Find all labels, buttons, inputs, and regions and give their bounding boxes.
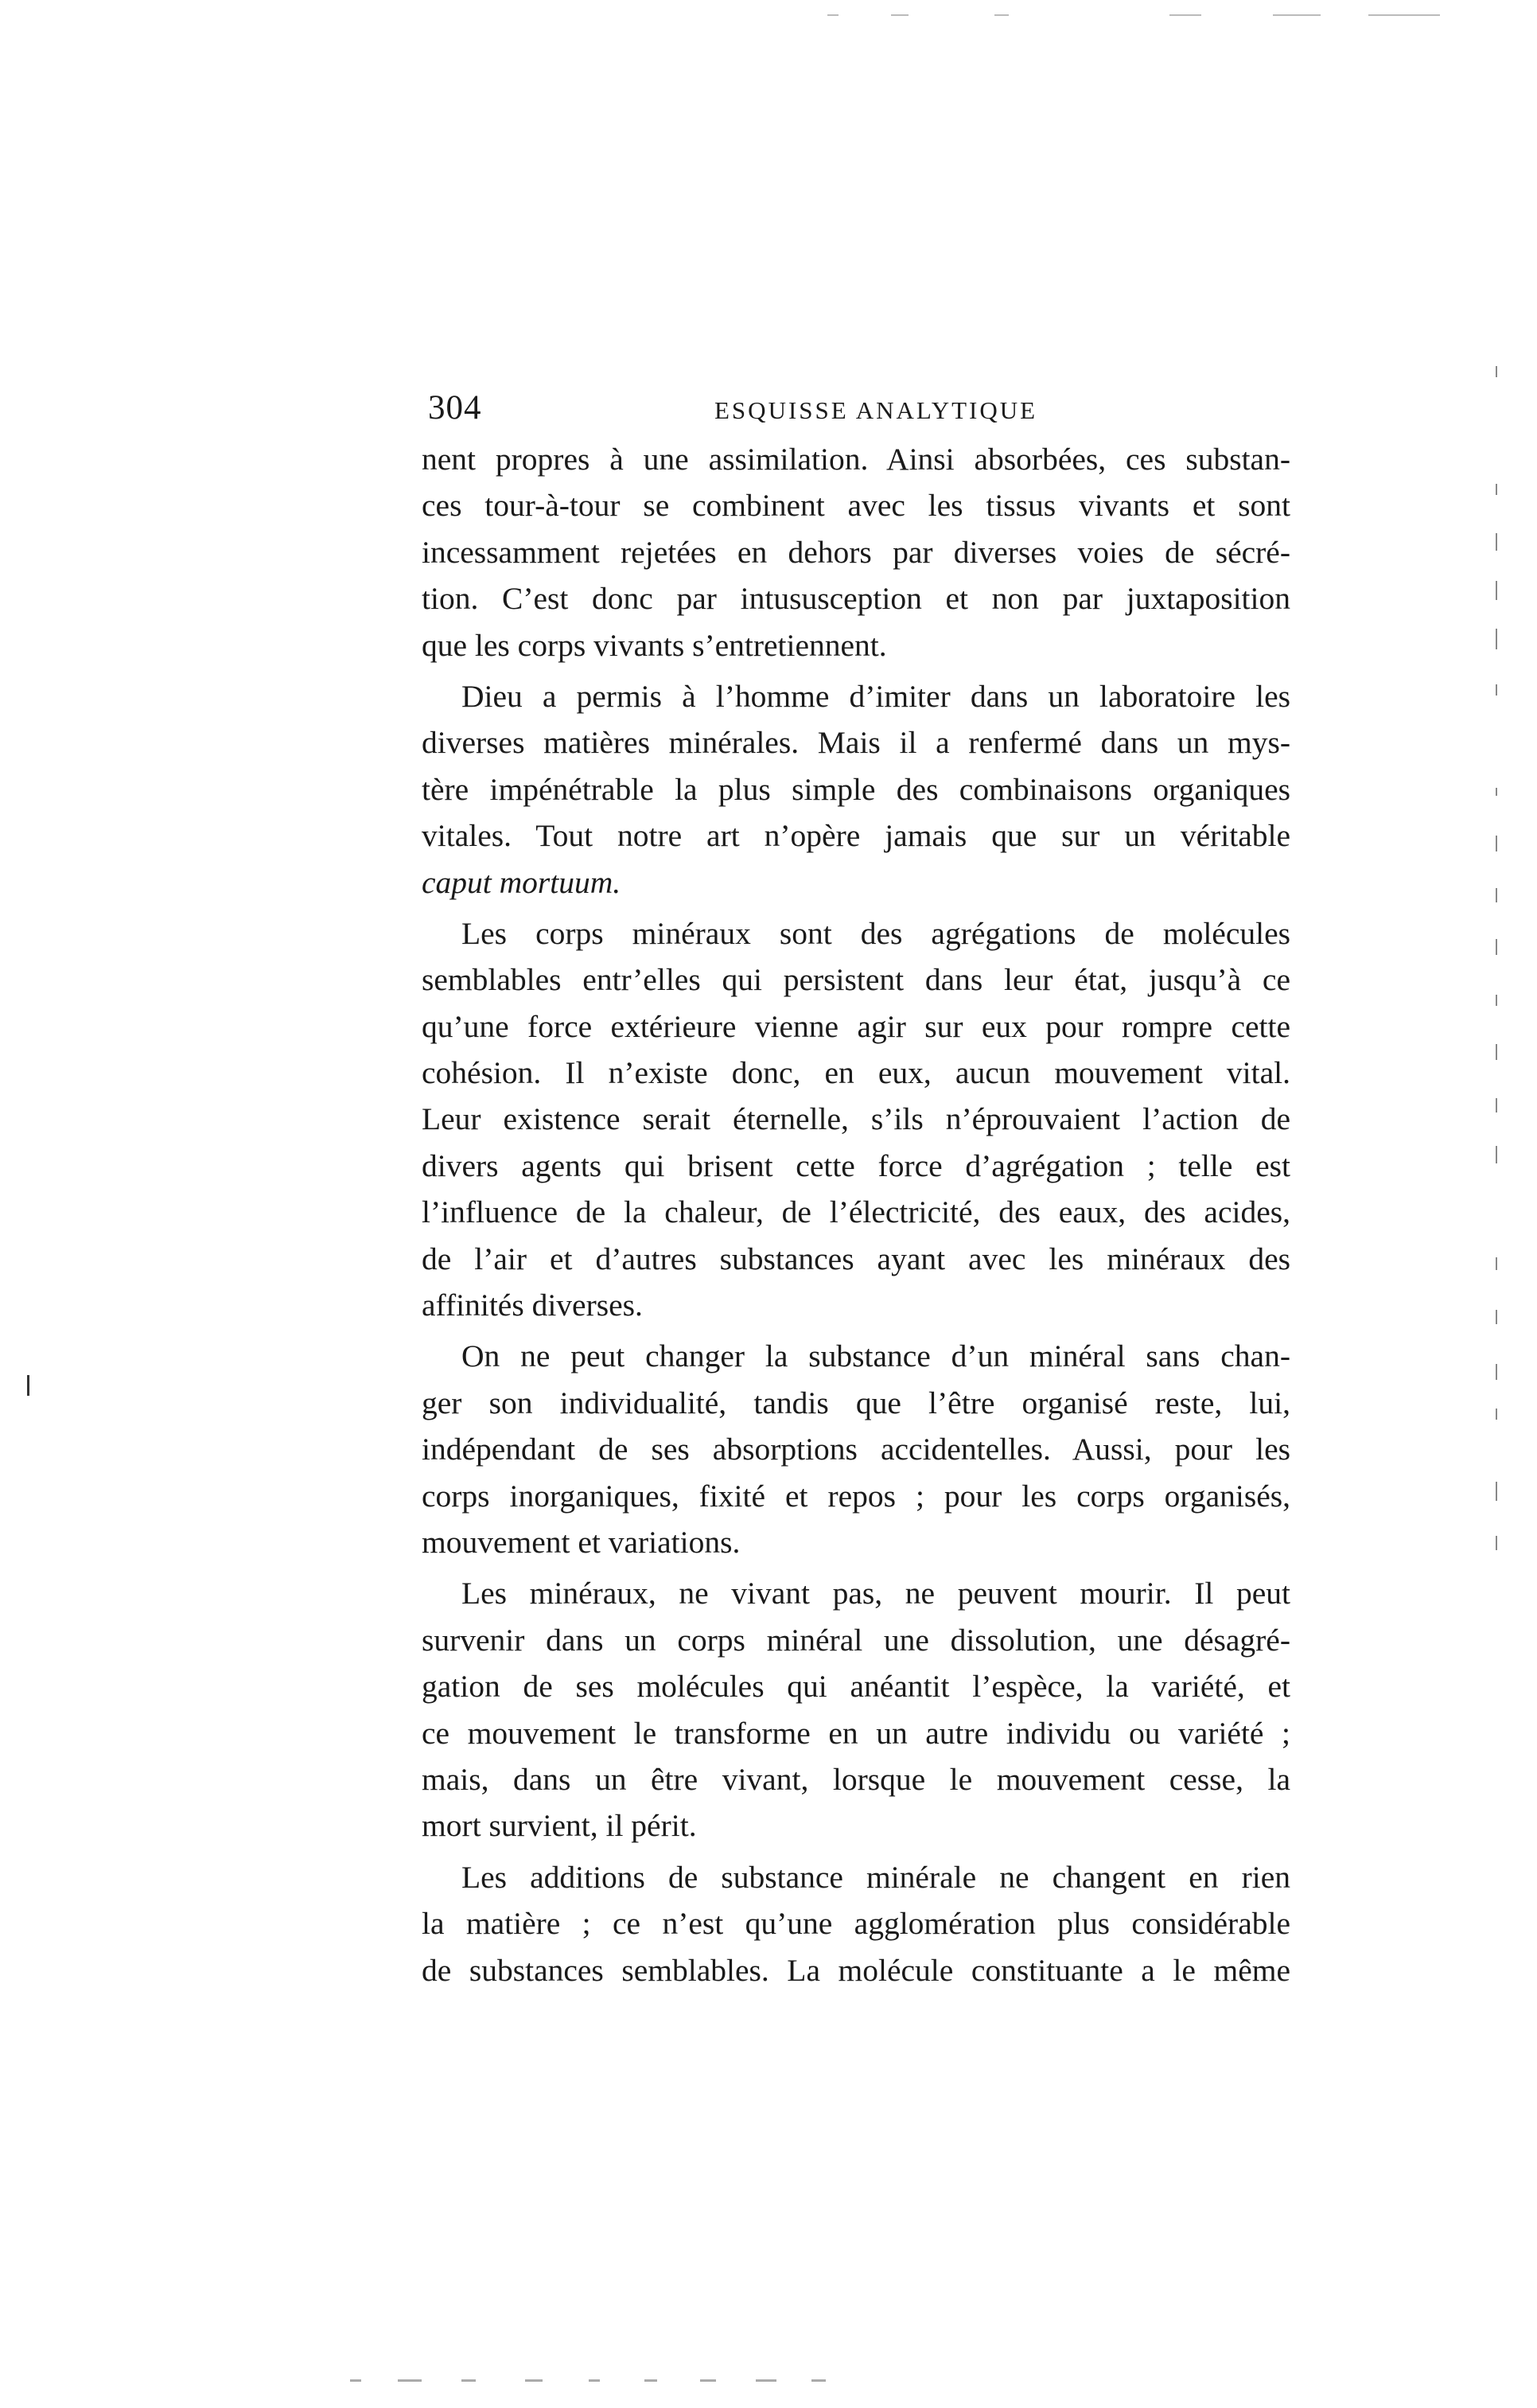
text-line: vitales. Tout notre art n’opère jamais que sur un véritable	[422, 818, 1290, 854]
body-text	[422, 436, 1290, 1993]
text-line: Dieu a permis à l’homme d’imiter dans un laboratoire les	[461, 678, 1290, 714]
text-line: mouvement et variations.	[422, 1524, 741, 1560]
scan-mark	[1496, 1044, 1497, 1060]
scan-mark	[1496, 939, 1497, 955]
scan-mark	[1496, 1482, 1497, 1501]
text-line: tion. C’est donc par intususception et non par juxtaposition	[422, 581, 1290, 617]
scan-mark	[1496, 1257, 1497, 1270]
scan-mark	[1496, 684, 1497, 696]
scan-speckle	[1273, 14, 1321, 16]
text-line: Les corps minéraux sont des agrégations de molécules	[461, 915, 1290, 951]
scan-mark	[1496, 1536, 1497, 1550]
scan-mark	[1496, 484, 1497, 495]
scan-speckle	[827, 14, 839, 16]
scan-mark	[1496, 836, 1497, 851]
text-line: que les corps vivants s’entretiennent.	[422, 627, 887, 663]
scan-speckle	[994, 14, 1009, 16]
scan-mark	[1496, 1310, 1497, 1324]
page-number: 304	[428, 389, 482, 427]
margin-scan-marks	[1496, 366, 1504, 1599]
scan-speckle	[589, 2379, 600, 2382]
scan-mark	[1496, 366, 1497, 377]
text-line: On ne peut changer la substance d’un minéral sans chan-	[461, 1338, 1290, 1374]
text-line: semblables entr’elles qui persistent dans leur état, jusqu’à ce	[422, 962, 1290, 998]
scan-speckle	[891, 14, 909, 16]
text-line: Les minéraux, ne vivant pas, ne peuvent mourir. Il peut	[461, 1576, 1290, 1611]
scan-speckle	[1368, 14, 1440, 16]
text-line: incessamment rejetées en dehors par diverses voies de sécré-	[422, 534, 1290, 570]
text-line: de substances semblables. La molécule constituante a le même	[422, 1952, 1290, 1988]
scan-mark	[1496, 1146, 1497, 1163]
scan-mark	[1496, 888, 1497, 902]
text-line: ce mouvement le transforme en un autre individu ou variété ;	[422, 1715, 1290, 1751]
stray-scan-mark	[27, 1375, 29, 1396]
text-line: Leur existence serait éternelle, s’ils n’éprouvaient l’action de	[422, 1101, 1290, 1137]
text-line: affinités diverses.	[422, 1288, 643, 1323]
running-title: ESQUISSE ANALYTIQUE	[714, 396, 1038, 424]
text-line: nent propres à une assimilation. Ainsi absorbées, ces substan-	[422, 442, 1290, 477]
text-line: tère impénétrable la plus simple des combinaisons organiques	[422, 771, 1290, 807]
text-line: survenir dans un corps minéral une dissolution, une désagré-	[422, 1622, 1290, 1658]
text-line: caput mortuum.	[422, 864, 621, 900]
scan-speckle	[461, 2379, 476, 2382]
text-line: mais, dans un être vivant, lorsque le mouvement cesse, la	[422, 1761, 1290, 1797]
scan-mark	[1496, 788, 1497, 796]
text-line: cohésion. Il n’existe donc, en eux, aucun mouvement vital.	[422, 1055, 1290, 1091]
scan-mark	[1496, 1364, 1497, 1380]
text-line: de l’air et d’autres substances ayant avec les minéraux des	[422, 1241, 1290, 1276]
text-line: gation de ses molécules qui anéantit l’espèce, la variété, et	[422, 1669, 1290, 1705]
scan-speckle	[700, 2379, 716, 2382]
running-header	[428, 388, 1287, 436]
scan-mark	[1496, 581, 1497, 600]
text-line: divers agents qui brisent cette force d’agrégation ; telle est	[422, 1148, 1290, 1183]
text-line: ger son individualité, tandis que l’être organisé reste, lui,	[422, 1385, 1290, 1420]
scan-mark	[1496, 995, 1497, 1006]
scan-mark	[1496, 1409, 1497, 1420]
text-line: la matière ; ce n’est qu’une agglomération plus considérable	[422, 1906, 1290, 1942]
text-line: ces tour-à-tour se combinent avec les tissus vivants et sont	[422, 488, 1290, 524]
text-line: qu’une force extérieure vienne agir sur eux pour rompre cette	[422, 1008, 1290, 1044]
scan-speckle	[644, 2379, 657, 2382]
text-line: corps inorganiques, fixité et repos ; pour les corps organisés,	[422, 1478, 1290, 1514]
scan-mark	[1496, 629, 1497, 649]
scan-speckle	[398, 2379, 422, 2382]
text-line: Les additions de substance minérale ne changent en rien	[461, 1859, 1290, 1895]
text-line: mort survient, il périt.	[422, 1808, 697, 1844]
text-line: l’influence de la chaleur, de l’électricité, des eaux, des acides,	[422, 1194, 1290, 1230]
scan-mark	[1496, 1098, 1497, 1112]
scan-speckle	[1169, 14, 1201, 16]
scan-mark	[1496, 533, 1497, 551]
scan-speckle	[525, 2379, 543, 2382]
scan-speckle	[350, 2379, 361, 2382]
scan-speckle	[756, 2379, 776, 2382]
text-line: indépendant de ses absorptions accidentelles. Aussi, pour les	[422, 1432, 1290, 1467]
scan-speckle	[811, 2379, 826, 2382]
text-line: diverses matières minérales. Mais il a renfermé dans un mys-	[422, 725, 1290, 761]
